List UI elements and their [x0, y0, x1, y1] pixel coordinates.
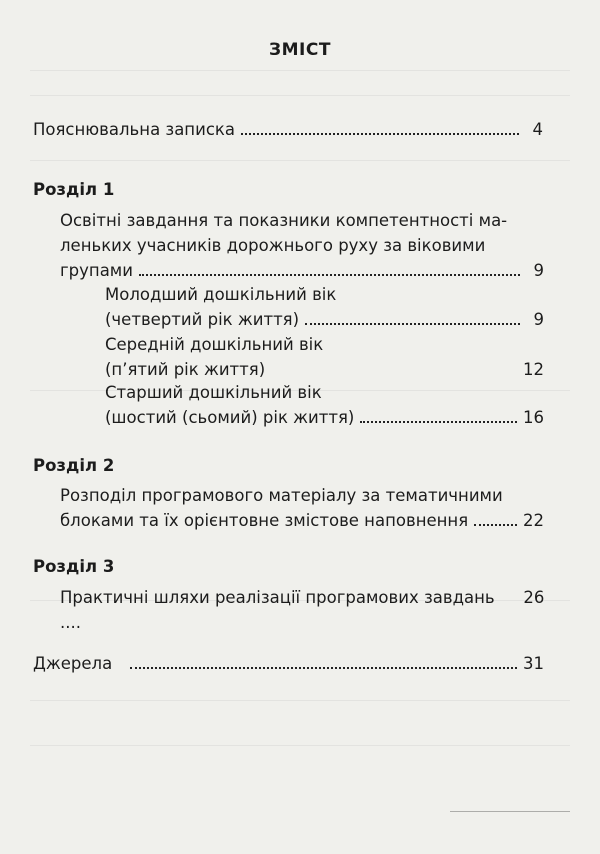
- toc-entry-line: (п’ятий рік життя): [105, 360, 266, 379]
- dot-leader: [130, 667, 517, 669]
- toc-entry-s1-main[interactable]: [60, 208, 544, 283]
- section-heading-2: Розділ 2: [33, 456, 115, 475]
- page-number: 9: [533, 261, 544, 280]
- page-number: 22: [523, 511, 544, 530]
- toc-entry-sources[interactable]: [33, 651, 544, 676]
- page-number: 26: [523, 588, 545, 607]
- toc-entry-line: блоками та їх орієнтовне змістове наповнення: [60, 511, 469, 530]
- toc-entry-label: Пояснювальна записка: [33, 120, 235, 139]
- page-corner-line: [450, 795, 570, 812]
- toc-entry-line: групами: [60, 261, 133, 280]
- dot-leader: [139, 274, 520, 276]
- toc-entry-line: леньких учасників дорожнього руху за віковими: [60, 236, 486, 255]
- toc-entry-s1-sub2[interactable]: [105, 332, 544, 382]
- page-number: 4: [532, 120, 543, 139]
- dot-leader: [360, 421, 517, 423]
- toc-entry-s1-sub1[interactable]: [105, 282, 544, 332]
- page-number: 12: [523, 360, 544, 379]
- toc-entry-line: Середній дошкільний вік: [105, 335, 324, 354]
- section-heading-3: Розділ 3: [33, 557, 115, 576]
- toc-entry-line: Молодший дошкільний вік: [105, 285, 337, 304]
- toc-entry-line: Освітні завдання та показники компетентності ма-: [60, 211, 508, 230]
- toc-entry-s2-main[interactable]: [60, 483, 544, 533]
- toc-entry-s3-main[interactable]: [60, 585, 544, 635]
- page-number: 9: [533, 310, 544, 329]
- toc-entry-line: Розподіл програмового матеріалу за тематичними: [60, 486, 503, 505]
- dot-leader: [474, 524, 517, 526]
- toc-entry-label: Джерела: [33, 654, 113, 673]
- toc-entry-line: (шостий (сьомий) рік життя): [105, 408, 355, 427]
- section-heading-1: Розділ 1: [33, 180, 115, 199]
- toc-entry-label: Практичні шляхи реалізації програмових завдань ....: [60, 588, 495, 632]
- toc-entry-intro[interactable]: [33, 117, 543, 142]
- toc-entry-line: (четвертий рік життя): [105, 310, 300, 329]
- page-number: 31: [523, 654, 544, 673]
- page-title: ЗМІСТ: [269, 40, 331, 60]
- toc-entry-s1-sub3[interactable]: [105, 380, 544, 430]
- page-number: 16: [523, 408, 544, 427]
- dot-leader: [305, 323, 520, 325]
- toc-entry-line: Старший дошкільний вік: [105, 383, 322, 402]
- dot-leader: [241, 133, 519, 135]
